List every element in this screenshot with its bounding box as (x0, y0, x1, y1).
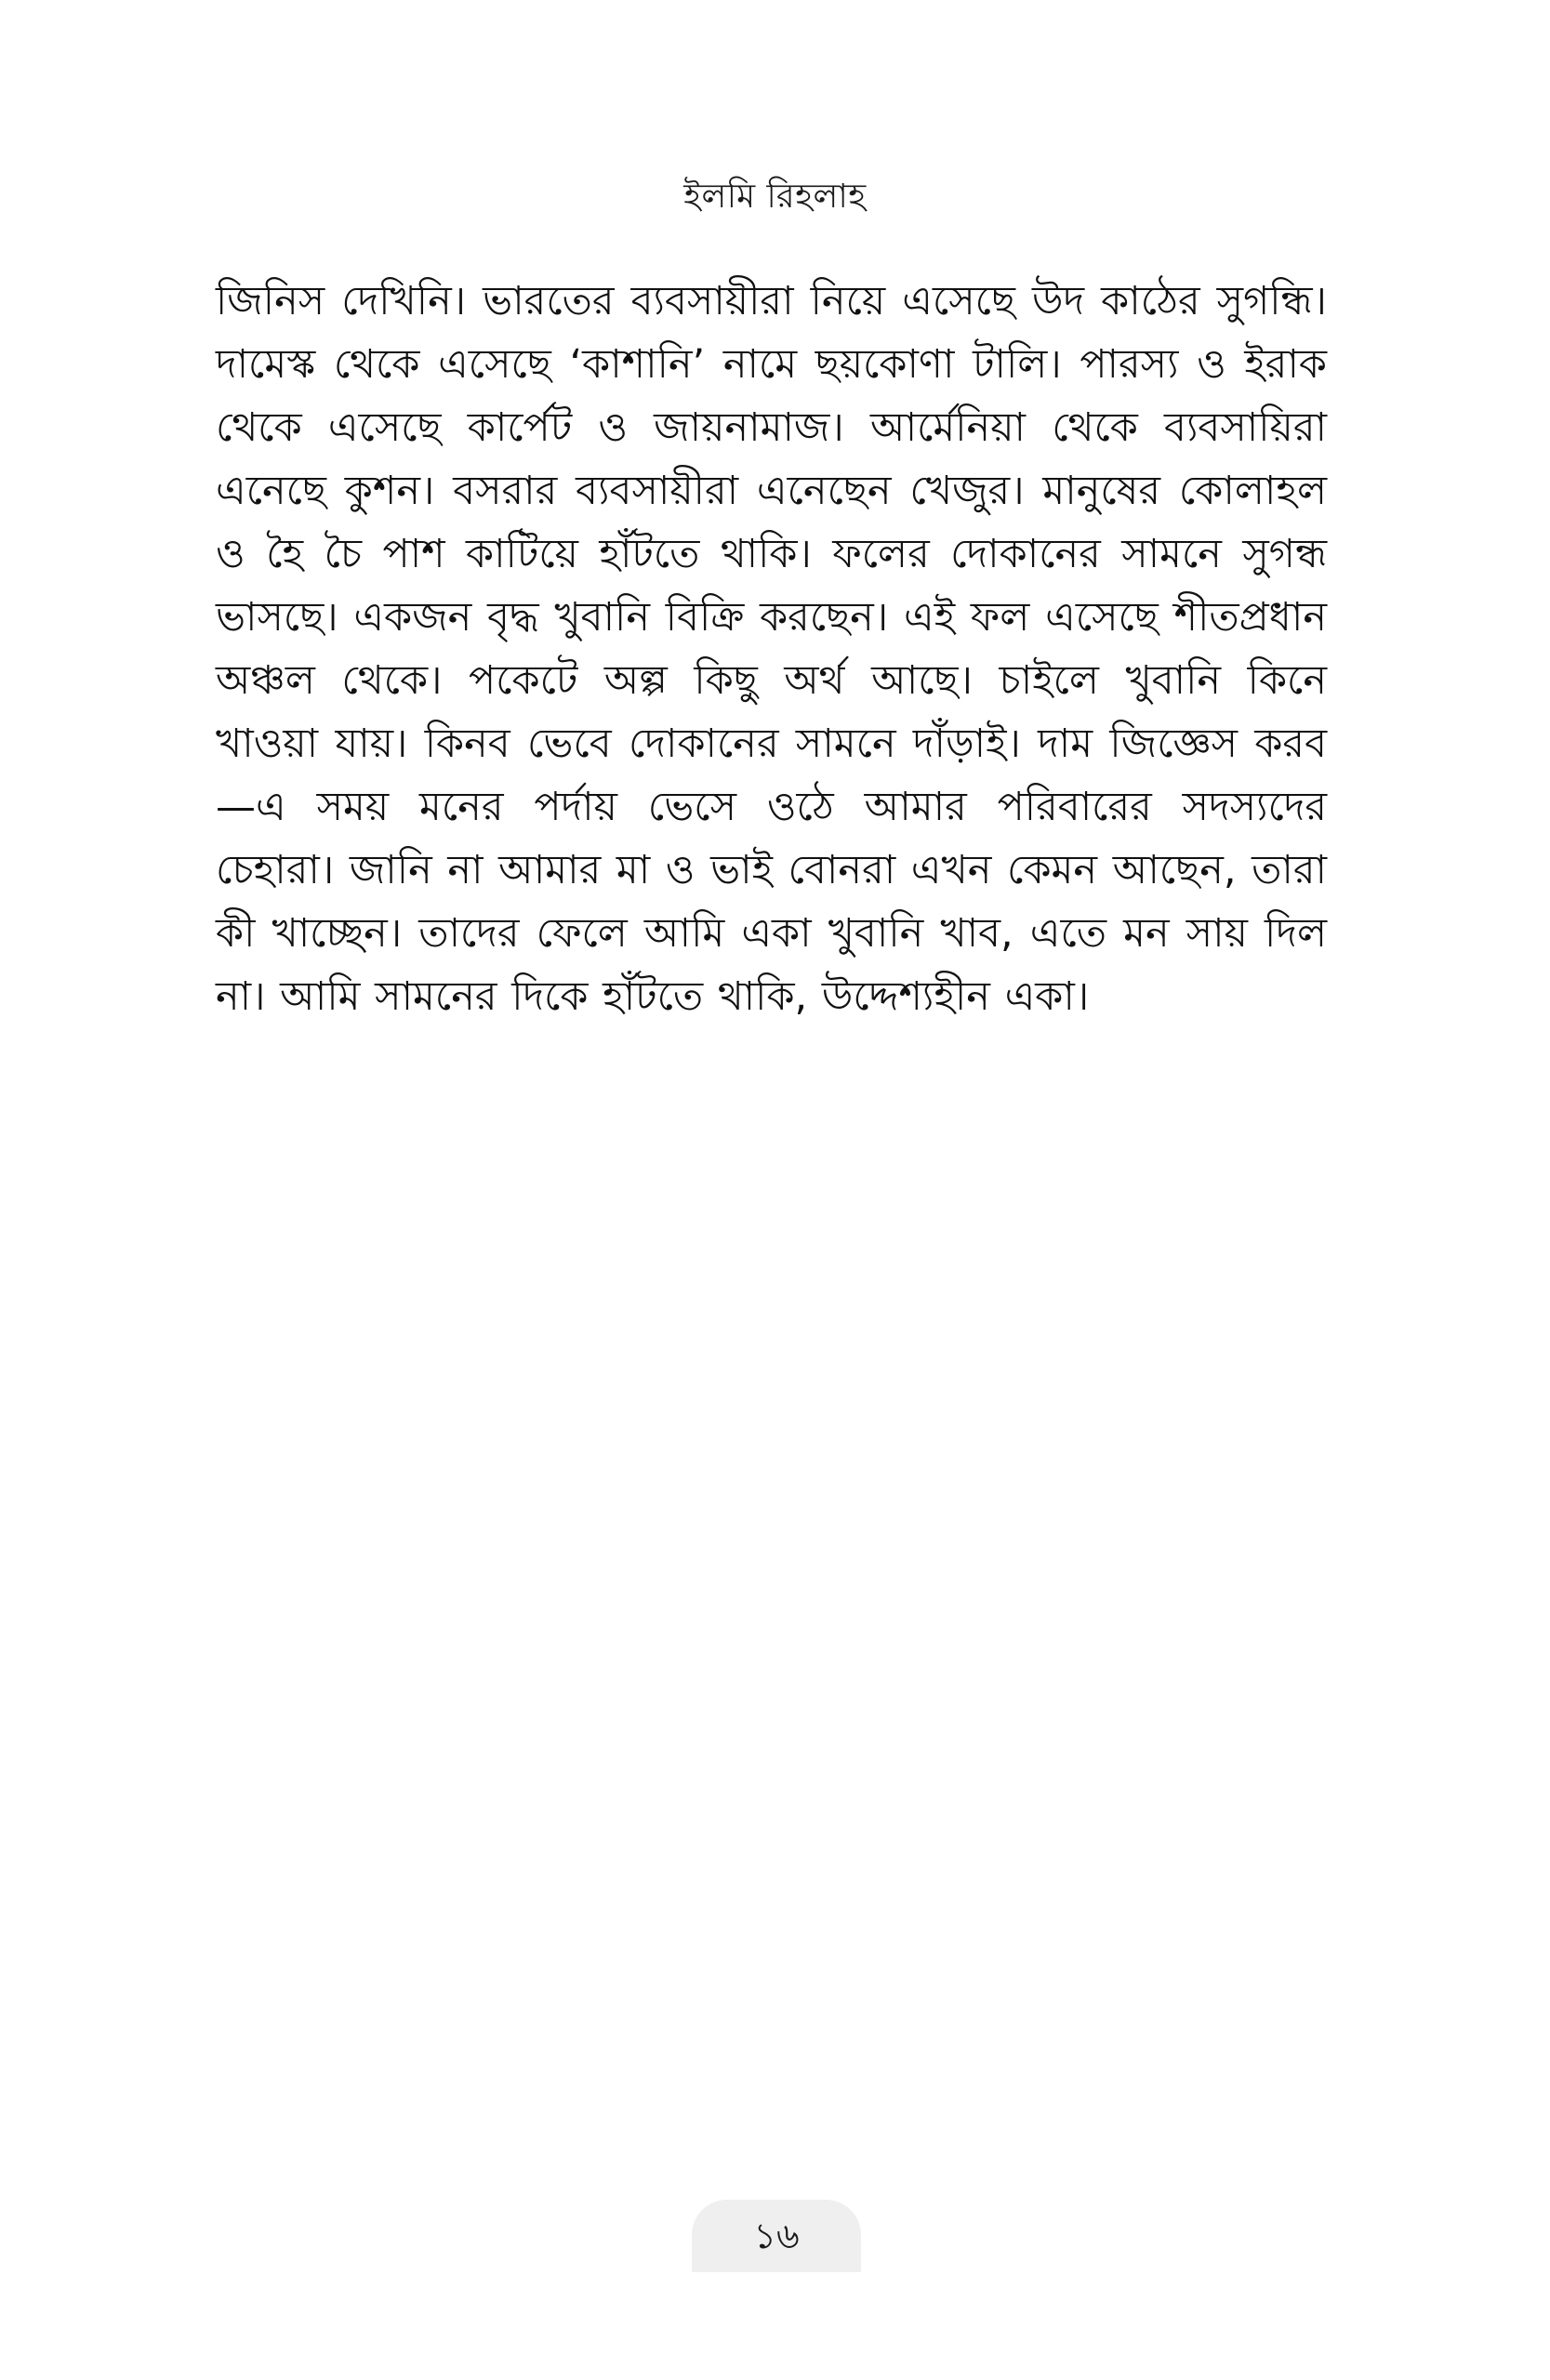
body-paragraph: জিনিস দেখিনি। ভারতের ব্যবসায়ীরা নিয়ে এসেছে উদ কাঠের সুগন্ধি। দামেস্ক থেকে এসেছে ‘কাশানি’ নামে ছয়কোণা টালি। পারস্য ও ইরাক থেকে এসেছে কার্পেট ও জায়নামাজ। আর্মেনিয়া থেকে ব্যবসায়িরা এনেছে কুশন। বসরার ব্যবসায়ীরা এনেছেন খেজুর। মানুষের কোলাহল ও হৈ চৈ পাশ কাটিয়ে হাঁটতে থাকি। ফলের দোকানের সামনে সুগন্ধ ভাসছে। একজন বৃদ্ধ খুবানি বিক্রি করছেন। এই ফল এসেছে শীতপ্রধান অঞ্চল থেকে। পকেটে অল্প কিছু অর্থ আছে। চাইলে খুবানি কিনে খাওয়া যায়। কিনব ভেবে দোকানের সামনে দাঁড়াই। দাম জিজ্ঞেস করব—এ সময় মনের পর্দায় ভেসে ওঠে আমার পরিবারের সদস্যদের চেহারা। জানি না আমার মা ও ভাই বোনরা এখন কেমন আছেন, তারা কী খাচ্ছেন। তাদের ফেলে আমি একা খুবানি খাব, এতে মন সায় দিল না। আমি সামনের দিকে হাঁটতে থাকি, উদ্দেশ্যহীন একা। (216, 278, 1327, 1020)
running-header-title: ইলমি রিহলাহ (683, 178, 867, 216)
page-number-tab (692, 2200, 861, 2272)
page-number: ১৬ (753, 2215, 800, 2256)
